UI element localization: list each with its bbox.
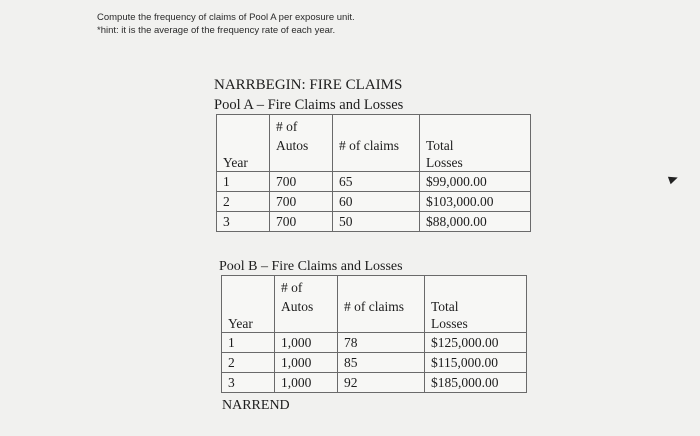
question-prompt bbox=[97, 11, 355, 37]
autos-cell: 700 bbox=[270, 212, 333, 232]
year-header: Year bbox=[217, 155, 270, 172]
year-header: Year bbox=[222, 316, 275, 333]
pool-a-title: Pool A – Fire Claims and Losses bbox=[214, 97, 404, 113]
losses-cell: $185,000.00 bbox=[425, 373, 527, 393]
table-row bbox=[222, 373, 527, 393]
losses-cell: $99,000.00 bbox=[420, 172, 531, 192]
table-row bbox=[217, 192, 531, 212]
empty-header-cell bbox=[217, 115, 270, 156]
autos-header-line2: Autos bbox=[276, 138, 309, 153]
losses-header: Losses bbox=[420, 155, 531, 172]
mouse-cursor-icon bbox=[668, 174, 679, 185]
pool-b-title: Pool B – Fire Claims and Losses bbox=[219, 259, 403, 274]
total-header: Total bbox=[420, 115, 531, 156]
year-cell: 1 bbox=[222, 333, 275, 353]
claims-cell: 92 bbox=[338, 373, 425, 393]
total-header: Total bbox=[425, 276, 527, 317]
losses-cell: $125,000.00 bbox=[425, 333, 527, 353]
pool-a-table bbox=[216, 114, 531, 232]
table-subheader-row bbox=[222, 316, 527, 333]
empty-cell bbox=[338, 316, 425, 333]
year-cell: 2 bbox=[222, 353, 275, 373]
autos-cell: 700 bbox=[270, 192, 333, 212]
claims-cell: 60 bbox=[333, 192, 420, 212]
year-cell: 3 bbox=[217, 212, 270, 232]
autos-header-line2: Autos bbox=[281, 299, 314, 314]
narrative-end-label: NARREND bbox=[222, 398, 290, 413]
table-row bbox=[217, 212, 531, 232]
autos-header-line1: # of bbox=[281, 280, 303, 295]
losses-cell: $115,000.00 bbox=[425, 353, 527, 373]
question-text: Compute the frequency of claims of Pool A per exposure unit. bbox=[97, 12, 355, 23]
narrative-begin-heading: NARRBEGIN: FIRE CLAIMS bbox=[214, 77, 403, 93]
table-row bbox=[217, 172, 531, 192]
autos-header bbox=[270, 115, 333, 156]
year-cell: 3 bbox=[222, 373, 275, 393]
table-row bbox=[222, 353, 527, 373]
autos-cell: 1,000 bbox=[275, 333, 338, 353]
table-header-row bbox=[222, 276, 527, 317]
empty-cell bbox=[333, 155, 420, 172]
claims-header: # of claims bbox=[338, 276, 425, 317]
table-subheader-row bbox=[217, 155, 531, 172]
hint-text: *hint: it is the average of the frequency rate of each year. bbox=[97, 25, 336, 36]
claims-cell: 78 bbox=[338, 333, 425, 353]
empty-cell bbox=[275, 316, 338, 333]
losses-header: Losses bbox=[425, 316, 527, 333]
claims-header: # of claims bbox=[333, 115, 420, 156]
empty-header-cell bbox=[222, 276, 275, 317]
autos-cell: 1,000 bbox=[275, 373, 338, 393]
claims-cell: 85 bbox=[338, 353, 425, 373]
claims-cell: 50 bbox=[333, 212, 420, 232]
year-cell: 1 bbox=[217, 172, 270, 192]
losses-cell: $103,000.00 bbox=[420, 192, 531, 212]
pool-b-table bbox=[221, 275, 527, 393]
table-header-row bbox=[217, 115, 531, 156]
autos-header bbox=[275, 276, 338, 317]
empty-cell bbox=[270, 155, 333, 172]
autos-cell: 700 bbox=[270, 172, 333, 192]
year-cell: 2 bbox=[217, 192, 270, 212]
losses-cell: $88,000.00 bbox=[420, 212, 531, 232]
claims-cell: 65 bbox=[333, 172, 420, 192]
autos-cell: 1,000 bbox=[275, 353, 338, 373]
table-row bbox=[222, 333, 527, 353]
autos-header-line1: # of bbox=[276, 119, 298, 134]
